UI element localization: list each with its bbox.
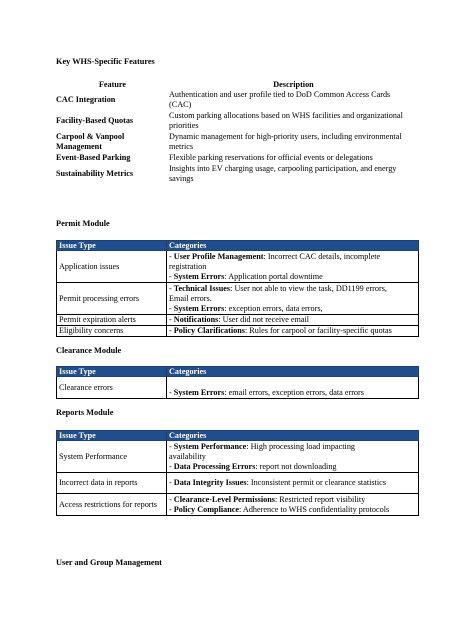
categories-header: Categories <box>167 367 419 377</box>
table-row <box>57 326 419 337</box>
category-line <box>169 304 416 314</box>
category-line <box>169 505 416 515</box>
category-text: : Inconsistent permit or clearance statistics <box>246 478 386 487</box>
feature-description <box>169 90 418 110</box>
feature-row <box>56 111 418 131</box>
description-line: savings <box>169 174 194 183</box>
bullet-dash: - <box>169 303 174 313</box>
table-row <box>57 315 419 326</box>
issue-type-header: Issue Type <box>57 431 167 441</box>
bullet-dash: - <box>169 315 174 324</box>
features-heading: Key WHS-Specific Features <box>56 57 155 66</box>
description-column-header: Description <box>273 80 314 89</box>
category-key: Data Processing Errors <box>173 461 256 471</box>
feature-name: CAC Integration <box>56 95 116 104</box>
bullet-dash: - <box>169 441 174 451</box>
feature-name: Event-Based Parking <box>56 153 131 162</box>
category-text: : Restricted report visibility <box>274 494 366 504</box>
table-row <box>57 473 419 494</box>
feature-row <box>56 153 418 163</box>
table-row <box>57 251 419 283</box>
issue-type-cell: Permit expiration alerts <box>57 315 167 326</box>
issue-type-cell: Permit processing errors <box>57 283 167 315</box>
category-line <box>169 326 416 336</box>
table-row <box>57 494 419 516</box>
categories-cell <box>167 377 419 399</box>
table-header-row <box>57 367 419 377</box>
clearance-module-table <box>56 366 419 399</box>
feature-name: Facility-Based Quotas <box>56 116 134 125</box>
table-row <box>57 441 419 473</box>
table-row <box>57 377 419 399</box>
category-line <box>169 462 416 472</box>
bullet-dash: - <box>169 251 174 261</box>
feature-row <box>56 132 418 152</box>
feature-row <box>56 90 418 110</box>
category-text: : email errors, exception errors, data errors <box>224 388 364 397</box>
category-line <box>169 262 416 272</box>
bullet-dash: - <box>169 478 174 487</box>
category-line <box>169 495 416 505</box>
category-key: System Errors <box>173 388 225 397</box>
categories-cell <box>167 441 419 473</box>
category-key: Technical Issues <box>173 283 231 293</box>
category-key: System Errors <box>173 303 225 313</box>
category-key: System Performance <box>173 441 247 451</box>
issue-type-header: Issue Type <box>57 367 167 377</box>
feature-description <box>169 164 418 184</box>
table-header-row <box>57 431 419 441</box>
feature-description <box>169 132 418 152</box>
feature-description <box>169 111 418 131</box>
table-header-row <box>57 241 419 251</box>
category-key: Notifications <box>173 315 219 324</box>
categories-cell <box>167 251 419 283</box>
issue-type-cell: System Performance <box>57 441 167 473</box>
permit-module-heading: Permit Module <box>56 219 110 228</box>
reports-module-heading: Reports Module <box>56 408 114 417</box>
user-group-management-heading: User and Group Management <box>56 558 162 567</box>
feature-name: Sustainability Metrics <box>56 169 134 178</box>
category-key: Policy Clarifications <box>173 326 245 335</box>
category-text: : High processing load impacting <box>246 441 356 451</box>
feature-description <box>169 153 418 163</box>
categories-cell <box>167 473 419 494</box>
description-line: Insights into EV charging usage, carpooling participation, and energy <box>169 164 397 173</box>
bullet-dash: - <box>169 271 174 281</box>
category-key: System Errors <box>173 271 225 281</box>
category-line <box>169 452 416 462</box>
description-line: Dynamic management for high-priority users, including environmental <box>169 132 402 141</box>
description-line: (CAC) <box>169 100 192 109</box>
features-table <box>56 80 418 184</box>
description-line: priorities <box>169 121 199 130</box>
issue-type-cell: Access restrictions for reports <box>57 494 167 516</box>
category-text: : Rules for carpool or facility-specific quotas <box>244 326 392 335</box>
category-text: : exception errors, data errors, <box>224 303 323 313</box>
bullet-dash: - <box>169 283 174 293</box>
category-line <box>169 442 416 452</box>
category-line <box>169 478 416 488</box>
category-key: Clearance-Level Permissions <box>173 494 275 504</box>
categories-cell <box>167 283 419 315</box>
category-text: : report not downloading <box>255 461 337 471</box>
category-text: availability <box>169 451 206 461</box>
category-line <box>169 294 416 304</box>
category-key: Policy Compliance <box>173 504 240 514</box>
description-line: Flexible parking reservations for official events or delegations <box>169 153 373 162</box>
description-line: metrics <box>169 142 194 151</box>
category-text: : Incorrect CAC details, incomplete <box>263 251 381 261</box>
category-text: : Adherence to WHS confidentiality protocols <box>239 504 390 514</box>
features-header-row <box>56 80 418 90</box>
category-line <box>169 388 416 398</box>
category-text: : User did not receive email <box>218 315 310 324</box>
feature-row <box>56 164 418 184</box>
category-key: Data Integrity Issues <box>173 478 247 487</box>
issue-type-cell: Incorrect data in reports <box>57 473 167 494</box>
table-row <box>57 283 419 315</box>
category-text: registration <box>169 261 207 271</box>
permit-module-table <box>56 240 419 337</box>
description-line: Authentication and user profile tied to DoD Common Access Cards <box>169 90 391 99</box>
category-line <box>169 252 416 262</box>
category-line <box>169 315 416 325</box>
bullet-dash: - <box>169 388 174 397</box>
feature-name: Carpool & Vanpool Management <box>56 132 125 151</box>
bullet-dash: - <box>169 494 174 504</box>
clearance-module-heading: Clearance Module <box>56 346 122 355</box>
bullet-dash: - <box>169 461 174 471</box>
bullet-dash: - <box>169 504 174 514</box>
category-text: Email errors. <box>169 293 212 303</box>
feature-column-header: Feature <box>98 80 127 89</box>
categories-cell <box>167 494 419 516</box>
issue-type-cell: Clearance errors <box>57 377 167 399</box>
bullet-dash: - <box>169 326 174 335</box>
category-text: : Application portal downtime <box>224 271 323 281</box>
category-line <box>169 272 416 282</box>
issue-type-header: Issue Type <box>57 241 167 251</box>
categories-header: Categories <box>167 241 419 251</box>
category-line <box>169 284 416 294</box>
category-text: : User not able to view the task, DD1199 errors, <box>230 283 387 293</box>
description-line: Custom parking allocations based on WHS facilities and organizational <box>169 111 403 120</box>
reports-module-table <box>56 430 419 516</box>
issue-type-cell: Application issues <box>57 251 167 283</box>
categories-cell <box>167 315 419 326</box>
categories-cell <box>167 326 419 337</box>
category-key: User Profile Management <box>173 251 264 261</box>
issue-type-cell: Eligibility concerns <box>57 326 167 337</box>
categories-header: Categories <box>167 431 419 441</box>
